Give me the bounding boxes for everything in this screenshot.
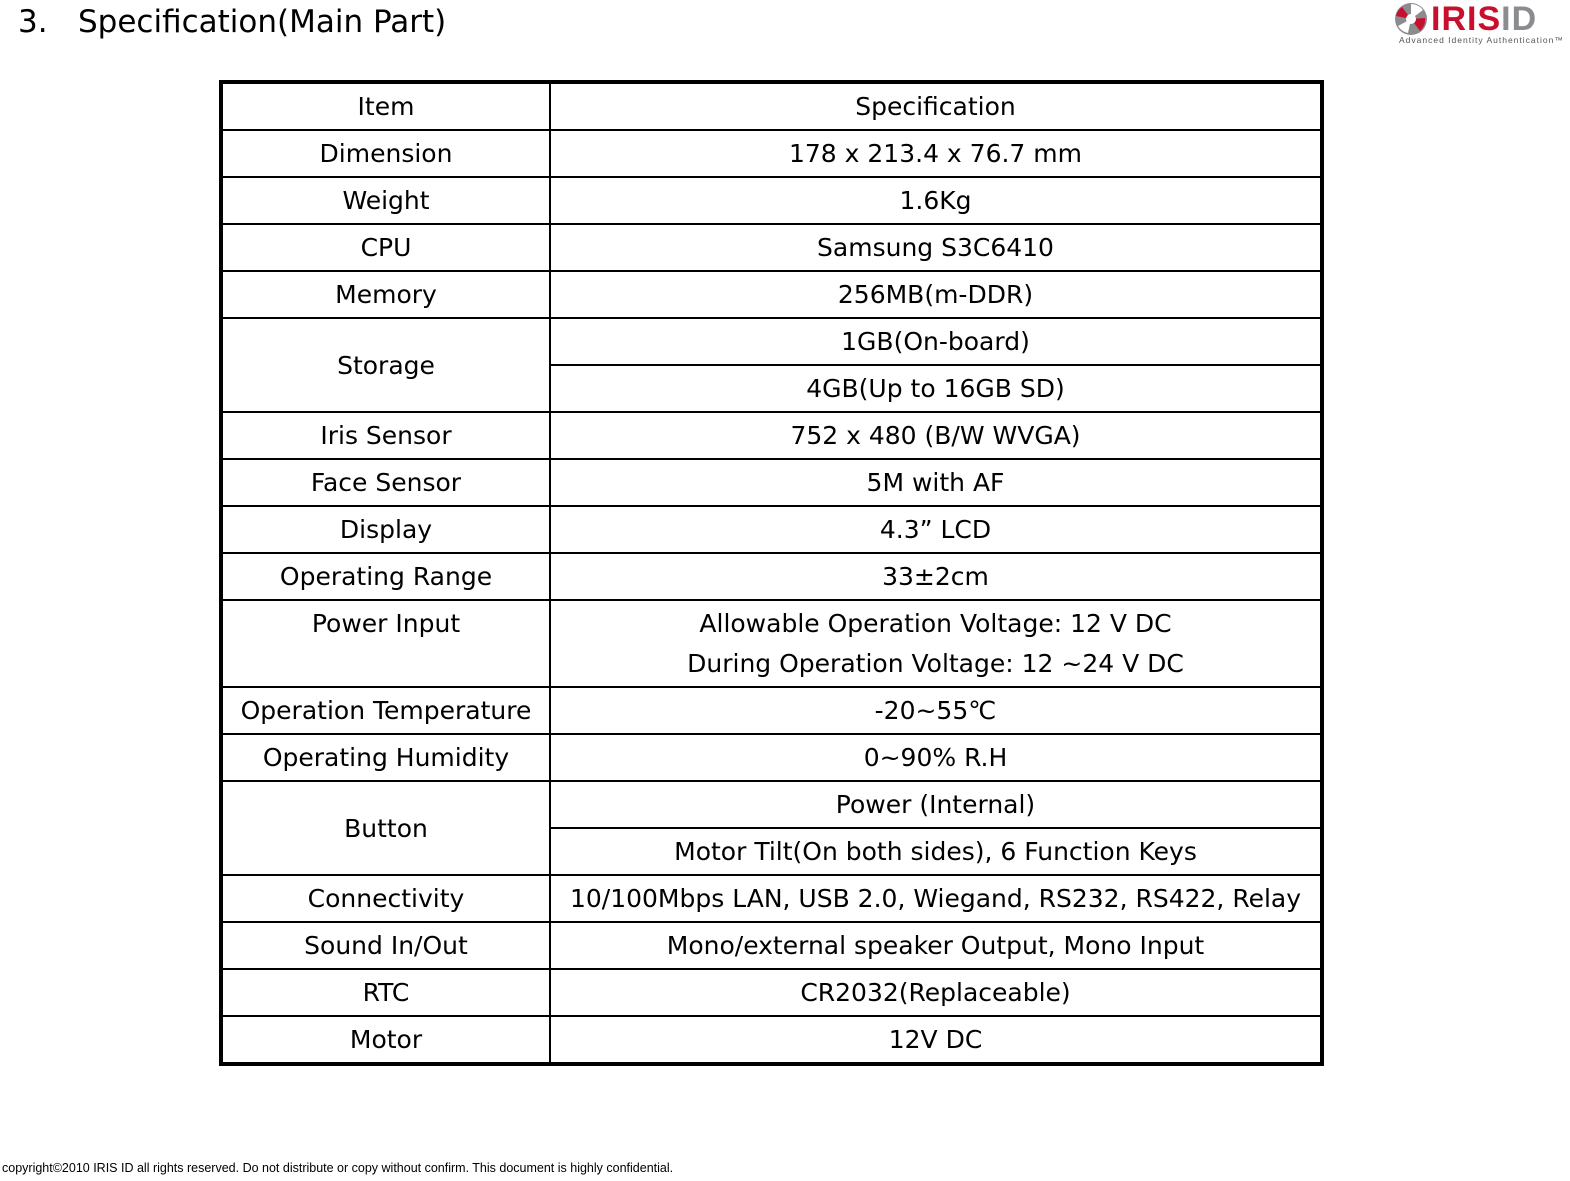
row-label: Iris Sensor [221,412,550,459]
row-value: 33±2cm [550,553,1322,600]
row-value: CR2032(Replaceable) [550,969,1322,1016]
table-row [221,318,1322,365]
table-row [221,177,1322,224]
header-item: Item [221,82,550,130]
row-label: Display [221,506,550,553]
row-label: CPU [221,224,550,271]
logo-tagline: Advanced Identity Authentication™ [1399,35,1564,45]
row-value: Mono/external speaker Output, Mono Input [550,922,1322,969]
row-value: 0~90% R.H [550,734,1322,781]
row-label: Operation Temperature [221,687,550,734]
table-row [221,734,1322,781]
row-value: 178 x 213.4 x 76.7 mm [550,130,1322,177]
row-value: 10/100Mbps LAN, USB 2.0, Wiegand, RS232, RS422, Relay [550,875,1322,922]
table-row [221,271,1322,318]
row-label: Weight [221,177,550,224]
logo-wordmark: IRISID [1431,0,1538,38]
table-row [221,412,1322,459]
table-row [221,922,1322,969]
table-row [221,224,1322,271]
row-value: 5M with AF [550,459,1322,506]
iris-id-logo [1394,0,1570,48]
section-number: 3. [18,4,48,40]
row-value: 4GB(Up to 16GB SD) [550,365,1322,412]
page-heading [18,0,446,44]
row-label: Operating Humidity [221,734,550,781]
row-label: Memory [221,271,550,318]
table-header-row [221,82,1322,130]
section-title: Specification(Main Part) [78,4,447,40]
header-specification: Specification [550,82,1322,130]
row-value: Samsung S3C6410 [550,224,1322,271]
row-label: Motor [221,1016,550,1064]
specification-table [219,80,1324,1066]
table-row [221,600,1322,687]
row-label: Dimension [221,130,550,177]
row-label: Storage [221,318,550,412]
row-value: -20~55℃ [550,687,1322,734]
row-label: Power Input [221,600,550,687]
row-value: 752 x 480 (B/W WVGA) [550,412,1322,459]
table-row [221,781,1322,828]
row-value [550,600,1322,687]
table-row [221,459,1322,506]
row-value: 1.6Kg [550,177,1322,224]
row-value: 12V DC [550,1016,1322,1064]
table-row [221,130,1322,177]
table-row [221,506,1322,553]
row-label: Connectivity [221,875,550,922]
row-value: Power (Internal) [550,781,1322,828]
row-label: RTC [221,969,550,1016]
table-row [221,687,1322,734]
table-row [221,875,1322,922]
power-line-allowable: Allowable Operation Voltage: 12 V DC [699,608,1172,638]
row-label: Button [221,781,550,875]
table-row [221,553,1322,600]
table-row [221,969,1322,1016]
table-row [221,1016,1322,1064]
row-value: 256MB(m-DDR) [550,271,1322,318]
row-value: 1GB(On-board) [550,318,1322,365]
row-label: Operating Range [221,553,550,600]
copyright-footer: copyright©2010 IRIS ID all rights reserved. Do not distribute or copy without confirm. This document is highly confidential. [2,1161,674,1175]
power-line-during: During Operation Voltage: 12 ~24 V DC [687,648,1184,678]
row-value: 4.3” LCD [550,506,1322,553]
row-label: Sound In/Out [221,922,550,969]
row-value: Motor Tilt(On both sides), 6 Function Keys [550,828,1322,875]
iris-emblem-icon [1394,2,1428,36]
row-label: Face Sensor [221,459,550,506]
